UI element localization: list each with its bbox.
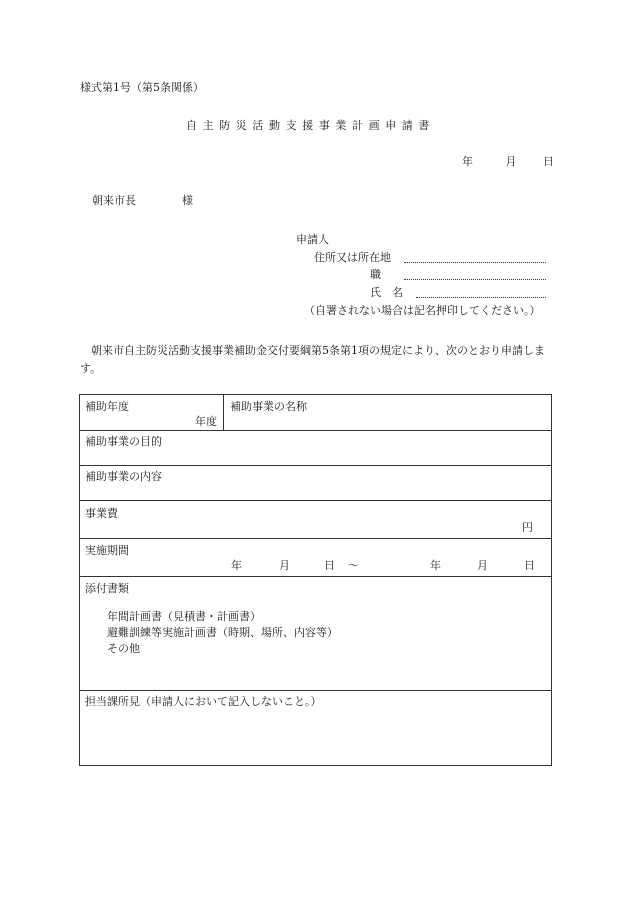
page-title: 自主防災活動支援事業計画申請書 xyxy=(186,119,435,132)
honorific: 様 xyxy=(182,194,193,207)
attachment-item-other: その他 xyxy=(107,642,140,655)
row-fiscal-year xyxy=(80,395,551,431)
period-start-month: 月 xyxy=(279,559,290,572)
name-field[interactable] xyxy=(416,297,546,298)
date-row xyxy=(462,155,554,169)
fiscal-year-unit: 年度 xyxy=(195,415,217,428)
row-department-opinion xyxy=(80,691,551,767)
signature-note: （自署されない場合は記名押印してください。） xyxy=(304,304,541,317)
attachment-item-drill-plan: 避難訓練等実施計画書（時期、場所、内容等） xyxy=(107,626,338,639)
application-text: 朝来市自主防災活動支援事業補助金交付要綱第5条第1項の規定により、次のとおり申請します。 xyxy=(80,344,545,375)
row-cost[interactable] xyxy=(80,501,551,539)
form-number: 様式第1号（第5条関係） xyxy=(80,81,204,94)
row-period[interactable] xyxy=(80,539,551,577)
period-end-day: 日 xyxy=(524,559,535,572)
project-name-label: 補助事業の名称 xyxy=(230,400,307,413)
application-form-table xyxy=(79,394,552,766)
date-day: 日 xyxy=(543,155,554,168)
addressee: 朝来市長 xyxy=(92,194,136,207)
content-label: 補助事業の内容 xyxy=(85,470,162,483)
period-start-year: 年 xyxy=(231,559,242,572)
period-start-day: 日 xyxy=(324,559,335,572)
addressee-line xyxy=(92,194,193,208)
period-end-month: 月 xyxy=(477,559,488,572)
period-end-year: 年 xyxy=(430,559,441,572)
cost-label: 事業費 xyxy=(85,507,118,520)
address-label: 住所又は所在地 xyxy=(314,251,391,264)
address-field[interactable] xyxy=(404,262,546,263)
cost-unit: 円 xyxy=(522,521,533,534)
attachments-label: 添付書類 xyxy=(85,582,129,595)
date-month: 月 xyxy=(505,155,517,168)
date-year: 年 xyxy=(462,155,473,168)
row-attachments xyxy=(80,577,551,691)
row-content[interactable] xyxy=(80,466,551,501)
period-label: 実施期間 xyxy=(85,544,129,557)
fiscal-year-label: 補助年度 xyxy=(85,400,129,413)
applicant-heading: 申請人 xyxy=(296,233,329,246)
period-tilde: ～ xyxy=(348,559,359,572)
job-field[interactable] xyxy=(404,279,546,280)
purpose-label: 補助事業の目的 xyxy=(85,435,162,448)
attachment-item-annual-plan: 年間計画書（見積書・計画書） xyxy=(107,610,261,623)
column-divider xyxy=(223,395,224,430)
name-label: 氏 名 xyxy=(370,286,403,299)
opinion-label: 担当課所見（申請人において記入しないこと。） xyxy=(85,695,322,708)
row-purpose[interactable] xyxy=(80,431,551,466)
job-label: 職 xyxy=(370,268,381,281)
